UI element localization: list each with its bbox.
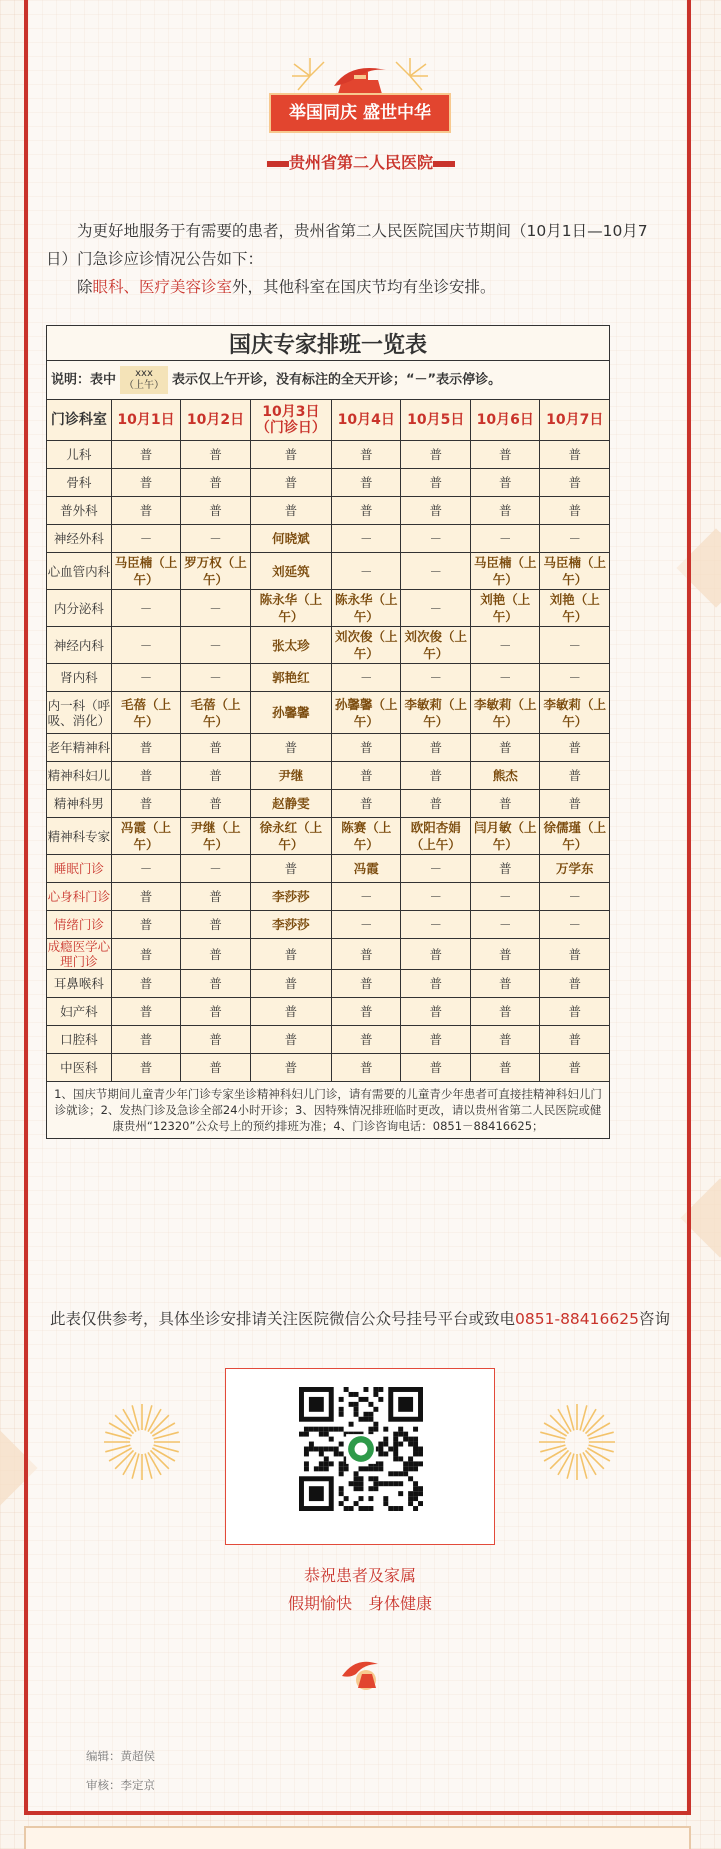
schedule-cell: 普: [401, 998, 470, 1026]
schedule-cell: 普: [181, 998, 250, 1026]
schedule-cell: 普: [470, 790, 539, 818]
schedule-cell: 普: [332, 790, 401, 818]
dept-column-header: 门诊科室: [47, 400, 112, 441]
table-row: [47, 664, 610, 692]
right-bar-decor: [433, 161, 455, 167]
table-row: [47, 1054, 610, 1082]
schedule-cell: －: [332, 911, 401, 939]
firework-right-icon: [535, 1400, 619, 1484]
schedule-cell: －: [540, 525, 610, 553]
schedule-cell: 普: [470, 855, 539, 883]
schedule-cell: －: [470, 911, 539, 939]
schedule-cell: 普: [470, 469, 539, 497]
schedule-cell: 普: [401, 1054, 470, 1082]
wish-line-1: 恭祝患者及家属: [303, 1566, 416, 1585]
schedule-cell: －: [332, 883, 401, 911]
schedule-cell: 普: [250, 855, 331, 883]
note-suffix: 表示仅上午开诊，没有标注的全天开诊；“－”表示停诊。: [172, 372, 502, 388]
date-column-header: 10月7日: [540, 400, 610, 441]
dept-cell: 成瘾医学心理门诊: [47, 939, 111, 969]
wish-text: [200, 1562, 520, 1618]
date-column-header: 10月6日: [470, 400, 539, 441]
dept-cell: 耳鼻喉科: [47, 970, 112, 998]
schedule-cell: 张太珍: [250, 627, 331, 664]
reviewer-credit: 审核：李定京: [86, 1778, 155, 1792]
schedule-cell: 罗万权（上午）: [181, 553, 250, 590]
schedule-cell: 普: [332, 1054, 401, 1082]
schedule-cell: 冯霞（上午）: [111, 818, 180, 855]
schedule-cell: －: [111, 855, 180, 883]
schedule-cell: 普: [332, 970, 401, 998]
schedule-cell: －: [540, 883, 610, 911]
table-row: [47, 998, 610, 1026]
schedule-cell: 孙馨馨（上午）: [332, 692, 401, 734]
schedule-cell: 普: [250, 497, 331, 525]
table-row: [47, 441, 610, 469]
dept-cell: 心血管内科: [47, 553, 112, 590]
table-row: [47, 790, 610, 818]
dept-cell: 精神科男: [47, 790, 112, 818]
schedule-cell: 普: [250, 1054, 331, 1082]
table-row: [47, 627, 610, 664]
schedule-cell: －: [111, 525, 180, 553]
schedule-cell: －: [181, 627, 250, 664]
outro-post: 咨询: [638, 1310, 670, 1328]
schedule-cell: －: [540, 911, 610, 939]
dept-cell: 内分泌科: [47, 590, 112, 627]
dept-cell: 内一科（呼吸、消化）: [47, 692, 112, 734]
schedule-cell: 普: [540, 469, 610, 497]
schedule-cell: 陈永华（上午）: [332, 590, 401, 627]
banner-title: 举国同庆 盛世中华: [269, 93, 451, 133]
outro-text: [40, 1305, 680, 1333]
schedule-cell: 普: [111, 883, 180, 911]
schedule-cell: 普: [181, 734, 250, 762]
dept-cell: 普外科: [47, 497, 112, 525]
schedule-cell: －: [470, 525, 539, 553]
schedule-cell: 普: [181, 939, 250, 970]
next-section-strip: [24, 1826, 691, 1849]
schedule-cell: 普: [332, 762, 401, 790]
schedule-cell: －: [111, 627, 180, 664]
date-column-header: 10月1日: [111, 400, 180, 441]
schedule-cell: －: [540, 627, 610, 664]
schedule-cell: 刘艳（上午）: [540, 590, 610, 627]
schedule-cell: 徐儒瑾（上午）: [540, 818, 610, 855]
schedule-cell: －: [181, 590, 250, 627]
schedule-cell: 普: [250, 441, 331, 469]
schedule-cell: 普: [332, 441, 401, 469]
schedule-cell: 普: [401, 762, 470, 790]
schedule-cell: 普: [181, 970, 250, 998]
schedule-cell: 普: [332, 734, 401, 762]
dept-cell: 精神科专家: [47, 818, 112, 855]
schedule-cell: －: [401, 525, 470, 553]
schedule-cell: 普: [111, 911, 180, 939]
dept-cell: 睡眠门诊: [47, 855, 112, 883]
schedule-cell: 普: [540, 441, 610, 469]
date-column-header: 10月5日: [401, 400, 470, 441]
intro-p2-pre: 除: [77, 278, 93, 296]
schedule-cell: 普: [470, 1026, 539, 1054]
schedule-cell: 陈赛（上午）: [332, 818, 401, 855]
schedule-cell: 普: [401, 497, 470, 525]
schedule-cell: 陈永华（上午）: [250, 590, 331, 627]
date-column-header: 10月4日: [332, 400, 401, 441]
schedule-cell: 郭艳红: [250, 664, 331, 692]
schedule-cell: 普: [540, 497, 610, 525]
schedule-cell: 普: [111, 998, 180, 1026]
schedule-cell: 赵静雯: [250, 790, 331, 818]
schedule-cell: 普: [332, 1026, 401, 1054]
schedule-cell: 普: [181, 1054, 250, 1082]
schedule-cell: 普: [181, 441, 250, 469]
schedule-cell: 普: [401, 441, 470, 469]
schedule-cell: 普: [111, 790, 180, 818]
table-title: 国庆专家排班一览表: [47, 326, 610, 361]
table-footnote: 1、国庆节期间儿童青少年门诊专家坐诊精神科妇儿门诊，请有需要的儿童青少年患者可直接挂精神科妇儿门诊就诊；2、发热门诊及急诊全部24小时开诊；3、因特殊情况排班临时更改，请以贵州省第二人民医院或健康贵州“12320”公众号上的预约排班为准；4、门诊咨询电话：0851－88416625；: [47, 1082, 610, 1139]
schedule-cell: 普: [181, 497, 250, 525]
left-bar-decor: [267, 161, 289, 167]
schedule-cell: 万学东: [540, 855, 610, 883]
schedule-cell: －: [181, 525, 250, 553]
schedule-cell: 普: [401, 939, 470, 970]
schedule-cell: 普: [401, 970, 470, 998]
intro-section: [46, 217, 670, 301]
table-row: [47, 883, 610, 911]
schedule-cell: 尹继（上午）: [181, 818, 250, 855]
schedule-cell: －: [332, 525, 401, 553]
schedule-cell: 欧阳杏娟（上午）: [401, 818, 470, 855]
schedule-cell: 普: [540, 734, 610, 762]
table-row: [47, 1026, 610, 1054]
schedule-cell: 普: [540, 970, 610, 998]
schedule-cell: 普: [250, 1026, 331, 1054]
table-note: [47, 361, 610, 400]
dept-cell: 神经内科: [47, 627, 112, 664]
dept-cell: 老年精神科: [47, 734, 112, 762]
schedule-cell: 普: [540, 939, 610, 970]
schedule-cell: 李莎莎: [250, 883, 331, 911]
schedule-cell: 普: [470, 998, 539, 1026]
schedule-cell: 何晓斌: [250, 525, 331, 553]
intro-paragraph-2: [46, 273, 670, 301]
schedule-cell: －: [401, 590, 470, 627]
schedule-cell: 李敏莉（上午）: [401, 692, 470, 734]
editor-credit: 编辑：黄超侯: [86, 1749, 155, 1763]
dept-cell: 肾内科: [47, 664, 112, 692]
schedule-cell: 普: [540, 1054, 610, 1082]
schedule-table: [46, 325, 610, 1139]
intro-paragraph-1: 为更好地服务于有需要的患者，贵州省第二人民医院国庆节期间（10月1日—10月7日）门急诊应诊情况公告如下：: [46, 222, 648, 268]
small-emblem-icon: [338, 1654, 384, 1694]
credits: [86, 1742, 155, 1800]
schedule-cell: －: [401, 911, 470, 939]
outro-pre: 此表仅供参考，具体坐诊安排请关注医院微信公众号挂号平台或致电: [50, 1310, 516, 1328]
schedule-cell: －: [470, 883, 539, 911]
schedule-cell: 尹继: [250, 762, 331, 790]
schedule-cell: 徐永红（上午）: [250, 818, 331, 855]
dept-cell: 神经外科: [47, 525, 112, 553]
schedule-cell: 普: [332, 998, 401, 1026]
table-row: [47, 939, 610, 970]
schedule-cell: －: [111, 590, 180, 627]
schedule-cell: 普: [111, 441, 180, 469]
schedule-cell: 普: [250, 469, 331, 497]
dept-cell: 中医科: [47, 1054, 112, 1082]
schedule-cell: －: [470, 664, 539, 692]
schedule-cell: 普: [111, 1054, 180, 1082]
schedule-cell: 普: [111, 762, 180, 790]
hospital-name: [252, 150, 470, 173]
table-row: [47, 818, 610, 855]
wish-line-2: 假期愉快 身体健康: [287, 1594, 432, 1613]
schedule-cell: 普: [181, 762, 250, 790]
table-row: [47, 525, 610, 553]
schedule-cell: 普: [332, 939, 401, 970]
schedule-cell: 普: [181, 469, 250, 497]
note-prefix: 说明：表中: [51, 372, 117, 388]
schedule-cell: 普: [250, 734, 331, 762]
schedule-cell: 普: [470, 939, 539, 970]
schedule-cell: 普: [111, 734, 180, 762]
schedule-cell: 普: [470, 497, 539, 525]
date-column-header: 10月2日: [181, 400, 250, 441]
schedule-cell: 毛蓓（上午）: [181, 692, 250, 734]
schedule-cell: 普: [470, 734, 539, 762]
table-row: [47, 855, 610, 883]
schedule-cell: 普: [111, 469, 180, 497]
schedule-cell: 普: [332, 497, 401, 525]
table-row: [47, 590, 610, 627]
qr-code-frame: [225, 1368, 495, 1545]
schedule-cell: 孙馨馨: [250, 692, 331, 734]
schedule-cell: 李敏莉（上午）: [540, 692, 610, 734]
table-row: [47, 469, 610, 497]
schedule-cell: －: [111, 664, 180, 692]
schedule-cell: 普: [181, 790, 250, 818]
schedule-cell: 马臣楠（上午）: [540, 553, 610, 590]
table-row: [47, 734, 610, 762]
firework-left-icon: [100, 1400, 184, 1484]
schedule-cell: －: [401, 855, 470, 883]
schedule-cell: －: [332, 664, 401, 692]
schedule-cell: 李莎莎: [250, 911, 331, 939]
hospital-name-text: 贵州省第二人民医院: [288, 153, 433, 172]
table-row: [47, 762, 610, 790]
schedule-cell: 普: [250, 970, 331, 998]
schedule-cell: －: [470, 627, 539, 664]
schedule-cell: 普: [540, 1026, 610, 1054]
table-row: [47, 497, 610, 525]
intro-p2-post: 外，其他科室在国庆节均有坐诊安排。: [232, 278, 496, 296]
schedule-cell: 李敏莉（上午）: [470, 692, 539, 734]
table-row: [47, 692, 610, 734]
schedule-cell: 普: [111, 939, 180, 970]
dept-cell: 儿科: [47, 441, 112, 469]
schedule-cell: －: [332, 553, 401, 590]
schedule-cell: 普: [401, 469, 470, 497]
schedule-cell: 马臣楠（上午）: [111, 553, 180, 590]
schedule-cell: －: [181, 855, 250, 883]
dept-cell: 骨科: [47, 469, 112, 497]
table-row: [47, 911, 610, 939]
table-row: [47, 970, 610, 998]
schedule-cell: －: [401, 553, 470, 590]
outro-phone: 0851-88416625: [515, 1310, 639, 1328]
note-xxx: xxx: [135, 368, 153, 379]
schedule-cell: 普: [470, 1054, 539, 1082]
schedule-cell: 熊杰: [470, 762, 539, 790]
celebration-emblem-icon: [290, 56, 430, 96]
schedule-cell: －: [401, 664, 470, 692]
dept-cell: 精神科妇儿: [47, 762, 112, 790]
schedule-cell: 普: [111, 497, 180, 525]
dept-cell: 心身科门诊: [47, 883, 112, 911]
schedule-cell: 普: [111, 1026, 180, 1054]
schedule-cell: 普: [470, 970, 539, 998]
schedule-cell: 冯霞: [332, 855, 401, 883]
schedule-cell: 普: [250, 998, 331, 1026]
schedule-cell: 普: [181, 911, 250, 939]
schedule-cell: 普: [111, 970, 180, 998]
schedule-cell: 毛蓓（上午）: [111, 692, 180, 734]
schedule-cell: 闫月敏（上午）: [470, 818, 539, 855]
schedule-cell: 普: [181, 883, 250, 911]
dept-cell: 妇产科: [47, 998, 112, 1026]
note-example-box: [120, 366, 168, 394]
qr-code-icon: [299, 1387, 423, 1511]
schedule-cell: 普: [181, 1026, 250, 1054]
date-column-header: 10月3日（门诊日）: [250, 400, 331, 441]
schedule-cell: 普: [401, 1026, 470, 1054]
schedule-cell: 普: [540, 790, 610, 818]
schedule-cell: 普: [540, 762, 610, 790]
dept-cell: 情绪门诊: [47, 911, 112, 939]
schedule-cell: 普: [401, 734, 470, 762]
schedule-cell: 普: [470, 441, 539, 469]
schedule-cell: 刘次俊（上午）: [401, 627, 470, 664]
schedule-cell: 刘次俊（上午）: [332, 627, 401, 664]
table-row: [47, 553, 610, 590]
schedule-cell: －: [401, 883, 470, 911]
schedule-cell: 普: [540, 998, 610, 1026]
intro-p2-red: 眼科、医疗美容诊室: [92, 278, 233, 296]
note-am: （上午）: [124, 380, 165, 391]
schedule-cell: 刘延筑: [250, 553, 331, 590]
schedule-cell: －: [181, 664, 250, 692]
schedule-cell: 马臣楠（上午）: [470, 553, 539, 590]
schedule-cell: 刘艳（上午）: [470, 590, 539, 627]
schedule-cell: －: [540, 664, 610, 692]
dept-cell: 口腔科: [47, 1026, 112, 1054]
schedule-cell: 普: [332, 469, 401, 497]
schedule-cell: 普: [401, 790, 470, 818]
schedule-cell: 普: [250, 939, 331, 970]
